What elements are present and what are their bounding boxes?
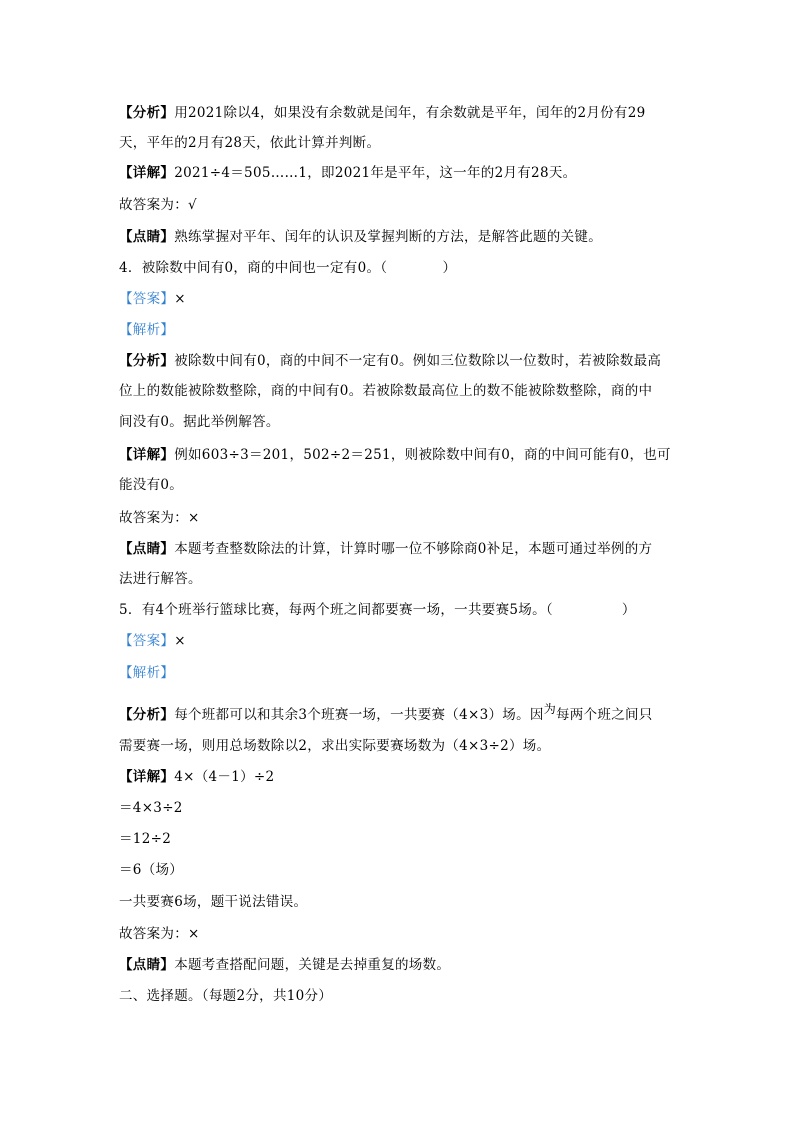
text: ＝12÷2 [119, 831, 172, 847]
text: 故答案为：× [119, 510, 200, 526]
text: 能没有0。 [119, 477, 184, 493]
detail-line [119, 164, 576, 182]
answer-line [119, 632, 186, 650]
text: 每个班都可以和其余3个班赛一场，一共要赛（4×3）场。因 [174, 707, 544, 723]
detail-line [119, 446, 671, 464]
analysis-line [119, 104, 646, 122]
text-line [119, 413, 280, 431]
question-4 [119, 259, 456, 277]
answer-value: × [174, 291, 186, 307]
analysis-tag: 【分析】 [119, 707, 175, 723]
comment-line [119, 228, 602, 246]
question-text: 5．有4个班举行篮球比赛，每两个班之间都要赛一场，一共要赛5场。（ ） [119, 602, 636, 618]
comment-line [119, 956, 450, 974]
text-line [119, 134, 380, 152]
text: 故答案为：√ [119, 197, 197, 213]
section-title: 二、选择题。（每题2分，共10分） [119, 988, 333, 1004]
analysis-tag: 【分析】 [119, 353, 175, 369]
text: 被除数中间有0，商的中间不一定有0。例如三位数除以一位数时，若被除数最高 [174, 353, 662, 369]
text: 一共要赛6场，题干说法错误。 [119, 894, 308, 910]
question-text: 4．被除数中间有0，商的中间也一定有0。（ ） [119, 260, 457, 276]
detail-tag: 【详解】 [119, 165, 175, 181]
calc-step [119, 830, 171, 848]
detail-line [119, 768, 274, 786]
detail-tag: 【详解】 [119, 769, 175, 785]
text-line [119, 476, 183, 494]
explanation-tag: 【解析】 [119, 322, 175, 338]
text: 间没有0。据此举例解答。 [119, 414, 280, 430]
raised-char: 为 [543, 702, 556, 716]
answer-conclusion [119, 196, 197, 214]
text: 本题考查搭配问题，关键是去掉重复的场数。 [174, 957, 451, 973]
explanation-tag: 【解析】 [119, 665, 175, 681]
comment-tag: 【点睛】 [119, 957, 175, 973]
answer-conclusion [119, 509, 200, 527]
comment-tag: 【点睛】 [119, 229, 175, 245]
question-5 [119, 601, 636, 619]
text: 本题考查整数除法的计算，计算时哪一位不够除商0补足，本题可通过举例的方 [174, 541, 653, 557]
answer-line [119, 290, 186, 308]
text: 4×（4－1）÷2 [174, 769, 275, 785]
text: 法进行解答。 [119, 571, 202, 587]
detail-tag: 【详解】 [119, 447, 175, 463]
calc-step [119, 799, 183, 817]
text-line [119, 737, 550, 755]
answer-tag: 【答案】 [119, 633, 175, 649]
analysis-line [119, 352, 661, 370]
answer-tag: 【答案】 [119, 291, 175, 307]
text: 熟练掌握对平年、闰年的认识及掌握判断的方法，是解答此题的关键。 [174, 229, 603, 245]
answer-value: × [174, 633, 186, 649]
comment-tag: 【点睛】 [119, 541, 175, 557]
comment-line [119, 540, 652, 558]
analysis-tag: 【分析】 [119, 105, 175, 121]
calc-step [119, 861, 183, 879]
text: ＝4×3÷2 [119, 800, 183, 816]
text-line [119, 570, 202, 588]
explanation-tag-line [119, 321, 174, 339]
answer-conclusion [119, 925, 200, 943]
section-heading [119, 987, 332, 1005]
text: 天，平年的2月有28天，依此计算并判断。 [119, 135, 381, 151]
text: 故答案为：× [119, 926, 200, 942]
text: 每两个班之间只 [556, 707, 653, 723]
text: ＝6（场） [119, 862, 184, 878]
text-line [119, 893, 307, 911]
text: 例如603÷3＝201，502÷2＝251，则被除数中间有0，商的中间可能有0，也可 [174, 447, 671, 463]
text-line [119, 382, 652, 400]
text: 位上的数能被除数整除，商的中间有0。若被除数最高位上的数不能被除数整除，商的中 [119, 383, 653, 399]
text: 用2021除以4，如果没有余数就是闰年，有余数就是平年，闰年的2月份有29 [174, 105, 646, 121]
text: 2021÷4＝505……1，即2021年是平年，这一年的2月有28天。 [174, 165, 577, 181]
text: 需要赛一场，则用总场数除以2，求出实际要赛场数为（4×3÷2）场。 [119, 738, 551, 754]
explanation-tag-line [119, 664, 174, 682]
analysis-line [119, 702, 653, 724]
